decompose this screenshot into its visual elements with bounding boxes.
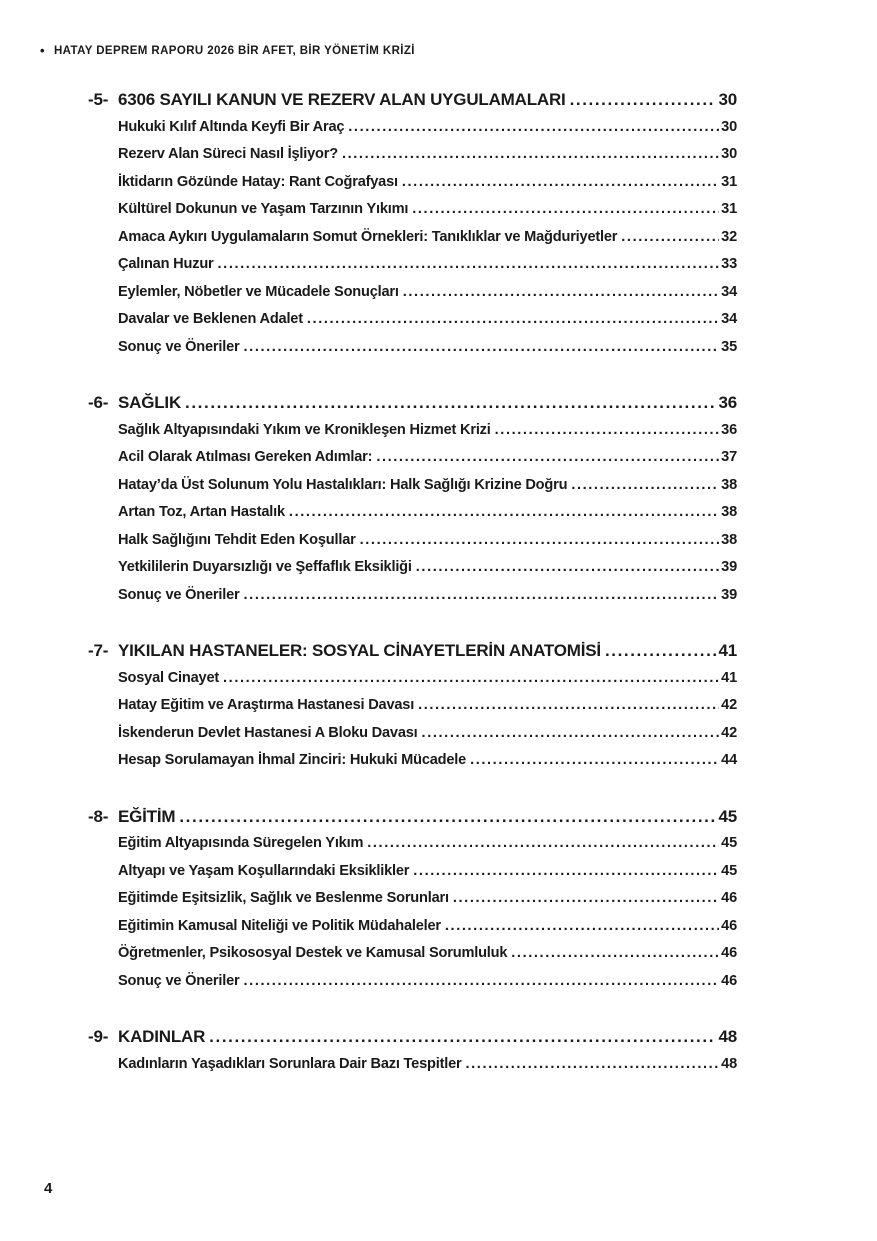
entry-title: Kültürel Dokunun ve Yaşam Tarzının Yıkımı bbox=[118, 201, 409, 217]
entry-title: Öğretmenler, Psikososyal Destek ve Kamusal Sorumluluk bbox=[118, 945, 508, 961]
entry-page-number: 48 bbox=[718, 1027, 737, 1046]
dot-leader bbox=[453, 885, 719, 913]
entry-title: SAĞLIK bbox=[118, 393, 182, 412]
entry-page-number: 32 bbox=[721, 228, 737, 245]
entry-title: Amaca Aykırı Uygulamaların Somut Örnekleri: Tanıklıklar ve Mağduriyetler bbox=[118, 228, 618, 245]
dot-leader bbox=[403, 279, 719, 307]
toc-item-entry[interactable] bbox=[118, 830, 737, 858]
section-number: -9- bbox=[88, 1027, 109, 1046]
toc-item-entry[interactable] bbox=[118, 224, 737, 252]
dot-leader bbox=[244, 582, 720, 610]
entry-title: Altyapı ve Yaşam Koşullarındaki Eksiklikler bbox=[118, 862, 410, 879]
entry-page-number: 30 bbox=[721, 146, 737, 162]
toc-section-entry[interactable] bbox=[88, 637, 737, 665]
entry-page-number: 30 bbox=[721, 118, 737, 135]
section-number: -5- bbox=[88, 90, 109, 109]
toc-item-entry[interactable] bbox=[118, 306, 737, 334]
entry-page-number: 45 bbox=[718, 806, 737, 826]
dot-leader bbox=[360, 527, 720, 555]
entry-page-number: 38 bbox=[721, 504, 737, 520]
toc-item-entry[interactable] bbox=[118, 417, 737, 445]
entry-title: Hatay’da Üst Solunum Yolu Hastalıkları: Halk Sağlığı Krizine Doğru bbox=[118, 476, 568, 493]
toc-section-entry[interactable] bbox=[88, 1023, 737, 1051]
dot-leader bbox=[495, 417, 720, 445]
toc-section bbox=[88, 1023, 737, 1078]
entry-page-number: 44 bbox=[721, 752, 737, 768]
toc-item-entry[interactable] bbox=[118, 885, 737, 913]
entry-page-number: 46 bbox=[721, 917, 737, 934]
dot-leader bbox=[376, 444, 719, 472]
toc-item-entry[interactable] bbox=[118, 858, 737, 886]
section-number: -8- bbox=[88, 806, 109, 826]
entry-title: Eğitim Altyapısında Süregelen Yıkım bbox=[118, 835, 364, 851]
dot-leader bbox=[185, 389, 716, 417]
entry-page-number: 34 bbox=[721, 283, 737, 300]
entry-page-number: 42 bbox=[721, 697, 737, 713]
toc-section bbox=[88, 389, 737, 609]
dot-leader bbox=[402, 169, 719, 197]
entry-title: Acil Olarak Atılması Gereken Adımlar: bbox=[118, 449, 373, 465]
dot-leader bbox=[244, 334, 720, 362]
entry-page-number: 45 bbox=[721, 835, 737, 851]
entry-page-number: 31 bbox=[721, 173, 737, 190]
toc-section-entry[interactable] bbox=[88, 86, 737, 114]
dot-leader bbox=[621, 224, 719, 252]
dot-leader bbox=[218, 251, 720, 279]
dot-leader bbox=[466, 1051, 720, 1079]
entry-title: Sonuç ve Öneriler bbox=[118, 338, 240, 355]
toc-item-entry[interactable] bbox=[118, 720, 737, 748]
entry-title: Davalar ve Beklenen Adalet bbox=[118, 311, 303, 327]
entry-title: Sonuç ve Öneriler bbox=[118, 972, 240, 989]
entry-page-number: 41 bbox=[718, 641, 737, 660]
running-header bbox=[40, 44, 415, 57]
toc-item-entry[interactable] bbox=[118, 114, 737, 142]
dot-leader bbox=[413, 858, 719, 886]
entry-page-number: 31 bbox=[721, 201, 737, 217]
toc-item-entry[interactable] bbox=[118, 251, 737, 279]
dot-leader bbox=[307, 306, 719, 334]
entry-page-number: 30 bbox=[718, 90, 737, 109]
entry-title: Rezerv Alan Süreci Nasıl İşliyor? bbox=[118, 146, 338, 162]
entry-title: Artan Toz, Artan Hastalık bbox=[118, 504, 285, 520]
entry-page-number: 33 bbox=[721, 256, 737, 272]
document-title: HATAY DEPREM RAPORU 2026 BİR AFET, BİR YÖNETİM KRİZİ bbox=[53, 44, 415, 57]
dot-leader bbox=[244, 968, 720, 996]
entry-title: Eylemler, Nöbetler ve Mücadele Sonuçları bbox=[118, 283, 399, 300]
entry-title: EĞİTİM bbox=[118, 806, 176, 826]
toc-item-entry[interactable] bbox=[118, 582, 737, 610]
toc-item-entry[interactable] bbox=[118, 499, 737, 527]
page-footer bbox=[44, 1180, 52, 1197]
entry-title: YIKILAN HASTANELER: SOSYAL CİNAYETLERİN ANATOMİSİ bbox=[118, 641, 601, 660]
toc-item-entry[interactable] bbox=[118, 472, 737, 500]
toc-item-entry[interactable] bbox=[118, 692, 737, 720]
entry-title: Kadınların Yaşadıkları Sorunlara Dair Bazı Tespitler bbox=[118, 1055, 462, 1072]
dot-leader bbox=[416, 554, 719, 582]
toc-section bbox=[88, 86, 737, 361]
dot-leader bbox=[605, 637, 717, 665]
toc-item-entry[interactable] bbox=[118, 279, 737, 307]
dot-leader bbox=[367, 830, 719, 858]
entry-page-number: 39 bbox=[721, 586, 737, 603]
entry-title: Hesap Sorulamayan İhmal Zinciri: Hukuki Mücadele bbox=[118, 752, 467, 768]
dot-leader bbox=[223, 665, 719, 693]
dot-leader bbox=[470, 747, 719, 775]
entry-page-number: 36 bbox=[721, 421, 737, 438]
entry-title: Hatay Eğitim ve Araştırma Hastanesi Davası bbox=[118, 697, 415, 713]
toc-item-entry[interactable] bbox=[118, 940, 737, 968]
dot-leader bbox=[179, 803, 716, 831]
entry-title: Sosyal Cinayet bbox=[118, 669, 220, 686]
entry-title: KADINLAR bbox=[118, 1027, 206, 1046]
entry-page-number: 37 bbox=[721, 449, 737, 465]
toc bbox=[88, 86, 737, 1078]
toc-item-entry[interactable] bbox=[118, 747, 737, 775]
dot-leader bbox=[571, 472, 719, 500]
entry-title: Sağlık Altyapısındaki Yıkım ve Kronikleşen Hizmet Krizi bbox=[118, 421, 491, 438]
entry-title: Sonuç ve Öneriler bbox=[118, 586, 240, 603]
entry-title: İskenderun Devlet Hastanesi A Bloku Davası bbox=[118, 724, 418, 741]
entry-title: Çalınan Huzur bbox=[118, 256, 214, 272]
toc-item-entry[interactable] bbox=[118, 1051, 737, 1079]
toc-item-entry[interactable] bbox=[118, 968, 737, 996]
toc-section bbox=[88, 637, 737, 775]
bullet-icon: • bbox=[40, 43, 45, 58]
entry-title: Hukuki Kılıf Altında Keyfi Bir Araç bbox=[118, 118, 345, 135]
toc-item-entry[interactable] bbox=[118, 665, 737, 693]
entry-page-number: 35 bbox=[721, 338, 737, 355]
dot-leader bbox=[289, 499, 719, 527]
entry-title: Halk Sağlığını Tehdit Eden Koşullar bbox=[118, 531, 356, 548]
toc-item-entry[interactable] bbox=[118, 913, 737, 941]
dot-leader bbox=[445, 913, 719, 941]
dot-leader bbox=[342, 141, 719, 169]
dot-leader bbox=[570, 86, 717, 114]
section-number: -6- bbox=[88, 393, 109, 412]
entry-page-number: 41 bbox=[721, 669, 737, 686]
entry-page-number: 46 bbox=[721, 945, 737, 961]
entry-page-number: 39 bbox=[721, 559, 737, 575]
toc-section-entry[interactable] bbox=[88, 389, 737, 417]
entry-page-number: 46 bbox=[721, 972, 737, 989]
entry-title: Eğitimde Eşitsizlik, Sağlık ve Beslenme Sorunları bbox=[118, 890, 449, 906]
toc-section-entry[interactable] bbox=[88, 803, 737, 831]
entry-page-number: 34 bbox=[721, 311, 737, 327]
entry-page-number: 38 bbox=[721, 476, 737, 493]
entry-title: İktidarın Gözünde Hatay: Rant Coğrafyası bbox=[118, 173, 398, 190]
entry-page-number: 48 bbox=[721, 1055, 737, 1072]
toc-item-entry[interactable] bbox=[118, 527, 737, 555]
toc-item-entry[interactable] bbox=[118, 334, 737, 362]
entry-page-number: 45 bbox=[721, 862, 737, 879]
dot-leader bbox=[511, 940, 719, 968]
toc-section bbox=[88, 803, 737, 996]
entry-title: Yetkililerin Duyarsızlığı ve Şeffaflık Eksikliği bbox=[118, 559, 412, 575]
entry-page-number: 36 bbox=[718, 393, 737, 412]
dot-leader bbox=[418, 692, 719, 720]
dot-leader bbox=[348, 114, 719, 142]
toc-item-entry[interactable] bbox=[118, 196, 737, 224]
dot-leader bbox=[422, 720, 720, 748]
dot-leader bbox=[209, 1023, 716, 1051]
toc-item-entry[interactable] bbox=[118, 141, 737, 169]
toc-item-entry[interactable] bbox=[118, 554, 737, 582]
dot-leader bbox=[412, 196, 719, 224]
entry-title: Eğitimin Kamusal Niteliği ve Politik Müdahaleler bbox=[118, 917, 441, 934]
toc-item-entry[interactable] bbox=[118, 444, 737, 472]
entry-page-number: 38 bbox=[721, 531, 737, 548]
toc-item-entry[interactable] bbox=[118, 169, 737, 197]
footer-page-number: 4 bbox=[44, 1180, 53, 1197]
entry-page-number: 46 bbox=[721, 890, 737, 906]
entry-title: 6306 SAYILI KANUN VE REZERV ALAN UYGULAMALARI bbox=[118, 90, 566, 109]
entry-page-number: 42 bbox=[721, 724, 737, 741]
section-number: -7- bbox=[88, 641, 109, 660]
